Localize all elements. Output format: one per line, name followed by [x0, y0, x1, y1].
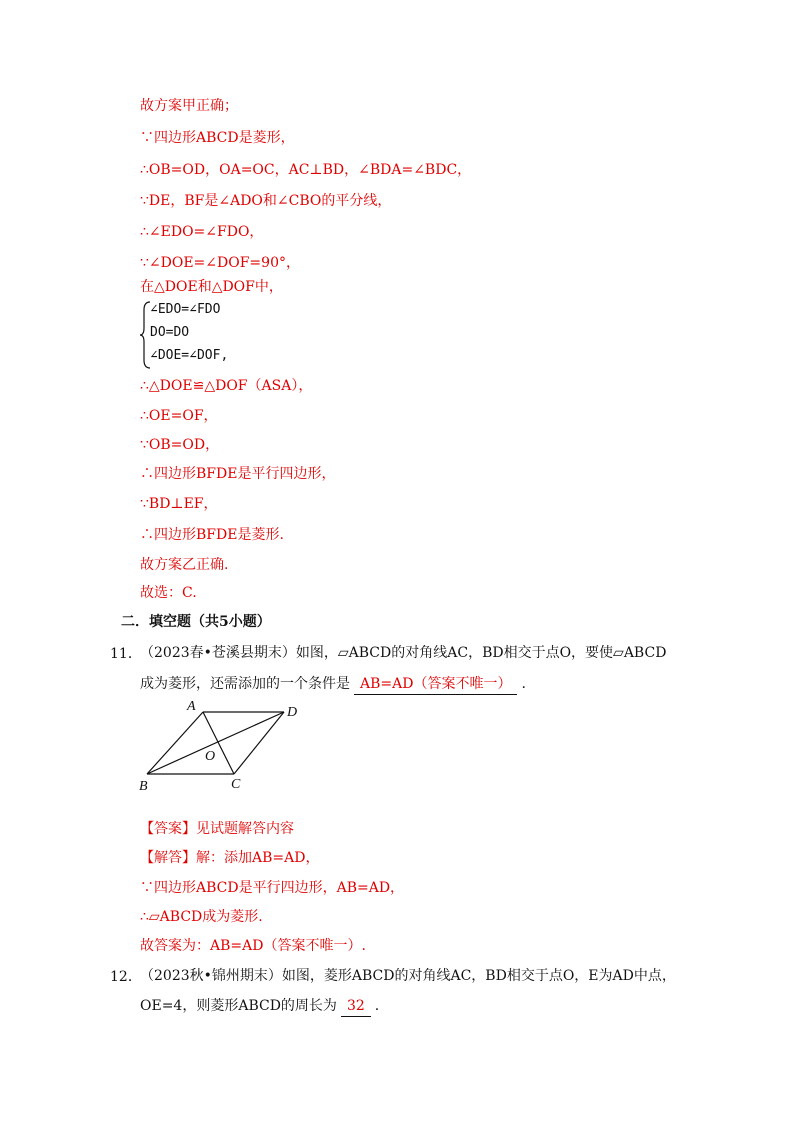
solution-line: 故方案甲正确； [140, 98, 238, 114]
question-text-part: 成为菱形，还需添加的一个条件是 [140, 676, 350, 692]
diagonal-ac [203, 712, 234, 774]
diagonal-bd [147, 712, 284, 774]
answer-line: 【答案】见试题解答内容 [140, 821, 294, 837]
solution-line: ∵∠DOE=∠DOF=90°， [140, 255, 300, 271]
solution-line: ∴∠EDO=∠FDO， [140, 224, 264, 240]
question-text [140, 996, 379, 1017]
solution-line: ∴△DOE≌△DOF（ASA）， [140, 378, 313, 394]
parallelogram-figure [135, 698, 315, 798]
solution-line: 故选：C. [140, 585, 197, 601]
solution-line: ∴四边形BFDE是菱形. [140, 527, 284, 543]
side-ba [147, 712, 203, 774]
solution-line: ∴OE=OF， [140, 408, 218, 424]
vertex-label-c: C [231, 777, 241, 792]
vertex-label-b: B [139, 779, 148, 794]
question-number: 12． [110, 969, 142, 985]
point-label-o: O [205, 749, 216, 764]
solution-line: ∵四边形ABCD是菱形， [140, 130, 295, 146]
question-text-part: . [521, 676, 526, 692]
solution-line: ∵四边形ABCD是平行四边形，AB=AD， [140, 880, 405, 896]
vertex-label-d: D [287, 705, 298, 720]
solution-line: ∵OB=OD， [140, 437, 220, 453]
question-text-part: OE=4，则菱形ABCD的周长为 [140, 998, 337, 1014]
side-dc [234, 712, 284, 774]
solution-line: ∴四边形BFDE是平行四边形， [140, 466, 336, 482]
solution-line: ∵DE，BF是∠ADO和∠CBO的平分线， [140, 193, 392, 209]
answer-blank: 32 [341, 996, 371, 1017]
answer-blank: AB=AD（答案不唯一） [354, 674, 517, 695]
question-text-part: . [374, 998, 380, 1014]
solution-line: 在△DOE和△DOF中， [140, 279, 283, 295]
section-title: 二．填空题（共5小题） [121, 614, 271, 630]
solution-line: ∴▱ABCD成为菱形. [140, 909, 263, 925]
question-text: （2023秋•锦州期末）如图，菱形ABCD的对角线AC，BD相交于点O，E为AD中点， [140, 968, 676, 984]
question-text [140, 674, 526, 695]
question-number: 11． [110, 646, 142, 662]
solution-line: ∵BD⊥EF， [140, 496, 218, 512]
solution-line: ∴OB=OD，OA=OC，AC⊥BD，∠BDA=∠BDC， [140, 162, 472, 178]
solution-line: 【解答】解：添加AB=AD， [140, 850, 320, 866]
solution-line: 故答案为：AB=AD（答案不唯一）. [140, 938, 366, 954]
vertex-label-a: A [187, 699, 196, 714]
equation-system [140, 300, 290, 370]
equation-line: DO=DO [150, 325, 190, 340]
equation-line: ∠DOE=∠DOF, [150, 348, 229, 363]
question-text: （2023春•苍溪县期末）如图，▱ABCD的对角线AC，BD相交于点O，要使▱ABCD [140, 645, 667, 661]
equation-line: ∠EDO=∠FDO [150, 302, 221, 317]
solution-line: 故方案乙正确. [140, 557, 229, 573]
